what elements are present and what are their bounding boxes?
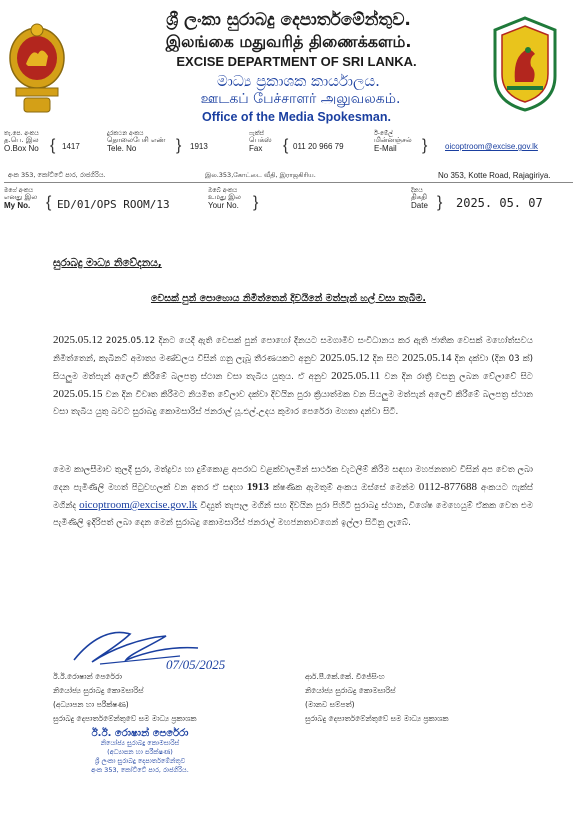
tele-label-ta: தொலைபேசி எண் bbox=[107, 136, 166, 144]
fax-value: 011 20 966 79 bbox=[293, 142, 344, 151]
p1-text-a: 2025.05.12 දිනට යෙදී ඇති වෙසක් පුන් පොහෝ දිනයට සමගාමීව සංවිධානය කර ඇති ජාතික වෙසක් මහෝත්සවය නිමිත්තෙන්, කැබිනට් අමාත්‍ය මණ්ඩලය විසින් ගනු ලැබූ තීරණයකට අනුව bbox=[53, 336, 533, 364]
p1-date-4: 2025.05.15 bbox=[53, 388, 103, 400]
p1-text-b: දින සිට bbox=[372, 354, 399, 364]
left-signatory-role: (අධ්‍යාපන හා පරීක්ෂණ) bbox=[53, 700, 129, 709]
office-english-title: Office of the Media Spokesman. bbox=[202, 110, 391, 124]
email-label-ta: மின்னஞ்சல் bbox=[374, 136, 412, 144]
my-no-value: ED/01/OPS ROOM/13 bbox=[57, 198, 170, 211]
p1-date-2: 2025.05.14 bbox=[401, 352, 452, 364]
paragraph-1 bbox=[53, 332, 533, 421]
salutation: සුරාබදු මාධ්‍ය නිවේදනය, bbox=[53, 257, 162, 269]
p1-text-c: දින දක්වා (දින 03 ක්) සියලුම මත්පැන් අලෙවි කිරීමේ බලපත්‍ර ස්ථාන වසා තැබිය යුතුය. ඒ අනුව bbox=[53, 354, 533, 382]
email-link[interactable]: oicoptroom@excise.gov.lk bbox=[445, 142, 538, 151]
my-no-label-ta: எனது இல bbox=[4, 193, 38, 201]
right-signatory-block bbox=[305, 670, 448, 726]
address-tamil: இல.353,கோட்டை வீதி, இராஜகிரிய. bbox=[205, 171, 316, 179]
your-no-brace: } bbox=[253, 194, 259, 211]
left-signatory-name: ඊ.ඊ.රොෂාන් පෙරේරා bbox=[53, 672, 122, 681]
pobox-label-ta: த.பெ. இல bbox=[4, 136, 39, 144]
date-label-ta: திகதி bbox=[411, 193, 427, 201]
stamp-line-4: අංක 353, කෝට්ටේ පාර, රාජගිරිය. bbox=[91, 766, 189, 774]
fax-label-en: Fax bbox=[249, 144, 263, 153]
right-signatory-name: ආර්.පී.කේ.කේ. විජේසිංහ bbox=[305, 672, 385, 681]
header-tamil-title: இலங்கை மதுவரித் திணைக்களம். bbox=[165, 32, 412, 51]
right-signatory-role: (මානව සම්පත්) bbox=[305, 700, 355, 709]
date-brace: } bbox=[437, 194, 443, 211]
address-divider bbox=[4, 182, 573, 183]
email-label-en: E-Mail bbox=[374, 144, 397, 153]
fax-label-si: ෆැක්ස් bbox=[249, 130, 264, 137]
date-label-en: Date bbox=[411, 201, 428, 210]
paragraph-2 bbox=[53, 462, 533, 532]
fax-brace: { bbox=[283, 137, 289, 154]
tele-block bbox=[107, 130, 165, 153]
right-signatory-title: නියෝජ්‍ය සුරාබදු කොමසාරිස් bbox=[305, 686, 396, 695]
email-brace: } bbox=[422, 137, 428, 154]
header-sinhala-title: ශ්‍රී ලංකා සුරාබදු දෙපාර්තමේන්තුව. bbox=[166, 10, 411, 30]
official-stamp bbox=[70, 728, 210, 775]
handwritten-date: 07/05/2025 bbox=[166, 657, 226, 672]
left-signatory-title: නියෝජ්‍ය සුරාබදු කොමසාරිස් bbox=[53, 686, 144, 695]
p2-text-d: විද්‍යුත් තැපෑල මගින් සහ දිවයින පුරා පිහිටි සුරාබදු ස්ථාන, විශේෂ මෙහෙයුම් ඒකක වෙත එම පැමිණිලි ඉදිරිපත් ලබා දෙන මෙන් සුරාබදු කොමසාරිස් ජනරාල් මහජනතාවගෙන් ඉල්ලා සිටිනු ලැබේ. bbox=[53, 501, 533, 528]
my-no-label-si: මගේ අංකය bbox=[4, 187, 34, 194]
left-signatory-office: සුරාබදු දෙපාර්තමේන්තුවේ සම මාධ්‍ය ප්‍රකාශක bbox=[53, 714, 197, 723]
p1-text-d: වන දින රාත්‍රී වසනු ලබන වේලාවේ සිට bbox=[384, 372, 533, 382]
pobox-label-si: තැ.පෙ. අංකය bbox=[4, 130, 39, 137]
pobox-value: 1417 bbox=[62, 142, 80, 151]
tele-label-si: දුරකථන අංකය bbox=[107, 130, 144, 137]
your-no-label-si: ඔබේ අංකය bbox=[208, 187, 238, 194]
fax-label-ta: பெக்ஸ் bbox=[249, 136, 272, 144]
tele-label-en: Tele. No bbox=[107, 144, 137, 153]
office-sinhala-title: මාධ්‍ය ප්‍රකාශක කාර්යාලය. bbox=[217, 72, 380, 90]
email-label-si: ඊ-මේල් bbox=[374, 130, 393, 137]
your-no-block bbox=[208, 187, 241, 210]
stamp-line-3: ශ්‍රී ලංකා සුරාබදු දෙපාර්තමේන්තුව bbox=[94, 757, 186, 765]
your-no-label-en: Your No. bbox=[208, 201, 239, 210]
right-signatory-office: සුරාබදු දෙපාර්තමේන්තුවේ සම මාධ්‍ය ප්‍රකාශක bbox=[305, 714, 449, 723]
pobox-label-en: O.Box No bbox=[4, 144, 39, 153]
p2-text-c: අංකයට ෆැක්ස් මගින්ද bbox=[53, 483, 534, 511]
office-tamil-title: ஊடகப் பேச்சாளர் அலுவலகம். bbox=[200, 91, 401, 107]
p1-text-e: වන දින විවෘත කිරීමට නියමිත වේලාව දක්වා දිවයින පුරා ක්‍රියාත්මක වන සියලුම මත්පැන් අලෙවි කිරීමේ බලපත්‍ර ස්ථාන වසා තැබිය යුතු බවට සුරාබදු කොමසාරිස් ජනරාල් යූ.එල්.උදය කුමාර පෙරේරා මහතා දන්වා සිටී. bbox=[53, 390, 534, 417]
header-english-title: EXCISE DEPARTMENT OF SRI LANKA. bbox=[176, 54, 417, 69]
date-value: 2025. 05. 07 bbox=[456, 196, 543, 210]
my-no-label-en: My No. bbox=[4, 201, 31, 210]
stamp-name: ඊ.ඊ. රොෂාන් පෙරේරා bbox=[91, 728, 189, 739]
p2-text-a: මෙම කාලසීමාව තුලදී සුරා, මත්ද්‍රව්‍ය හා දුම්කොළ අපරාධ වළක්වාලමින් සාර්ථක වැටලීම් කිරීම සඳහා මහජනතාව විසින් අප වෙත ලබා දෙන පැමිණිලි මහත් පිටුවහලක් වන අතර ඒ සඳහා bbox=[53, 465, 533, 493]
pobox-brace: { bbox=[50, 137, 56, 154]
email-block bbox=[374, 130, 412, 153]
p1-date-1: 2025.05.12 bbox=[53, 334, 103, 346]
tele-value: 1913 bbox=[190, 142, 208, 151]
p1-date-3: 2025.05.11 bbox=[331, 370, 381, 382]
p2-email-link[interactable]: oicoptroom@excise.gov.lk bbox=[79, 499, 198, 511]
stamp-line-2: (අධ්‍යාපන හා පරීක්ෂණ) bbox=[107, 748, 173, 756]
your-no-label-ta: உமது இல bbox=[208, 193, 241, 201]
pobox-block bbox=[4, 130, 39, 153]
p2-text-b: ක්ෂණික ඇමතුම් අංකය ඔස්සේ මෙන්ම bbox=[272, 483, 415, 493]
address-sinhala: අංක 353, කෝට්ටේ පාර, රාජගිරිය. bbox=[8, 171, 106, 179]
date-label-si: දිනය bbox=[411, 187, 423, 194]
address-english: No 353, Kotte Road, Rajagiriya. bbox=[438, 171, 551, 180]
p1-date-1b: 2025.05.12 bbox=[319, 352, 370, 364]
my-no-block bbox=[4, 187, 37, 210]
left-signatory-block bbox=[53, 670, 196, 726]
stamp-line-1: නියෝජ්‍ය සුරාබදු කොමසාරිස් bbox=[100, 739, 180, 747]
fax-block bbox=[249, 130, 272, 153]
p2-phone: 0112-877688 bbox=[418, 481, 478, 493]
date-block bbox=[411, 187, 428, 210]
tele-brace: } bbox=[176, 137, 182, 154]
my-no-brace: { bbox=[46, 194, 52, 211]
subject-line: වෙසක් පුන් පොහොය නිමිත්තෙන් දිවයිනේ මත්පැන් හල් වසා තැබීම. bbox=[150, 293, 427, 304]
p2-hotline: 1913 bbox=[246, 481, 269, 493]
